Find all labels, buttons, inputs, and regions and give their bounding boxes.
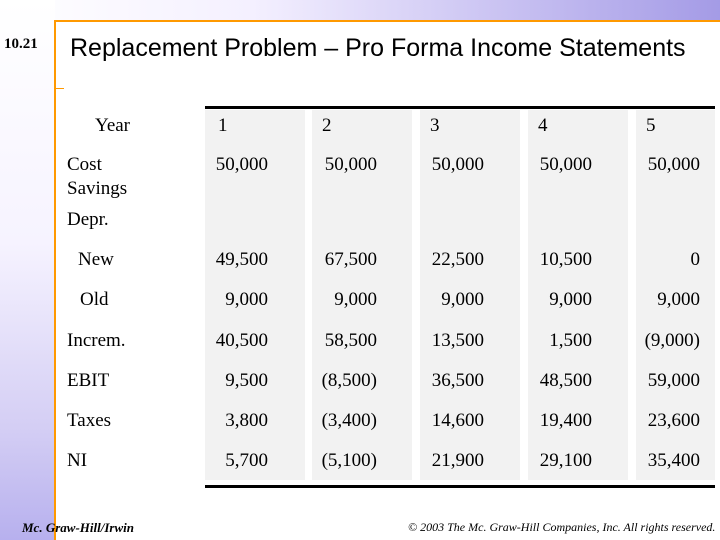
- cost-savings-y5: 50,000: [647, 154, 700, 175]
- accent-vertical-line: [54, 20, 56, 540]
- new-depr-y2: 67,500: [324, 249, 377, 270]
- row-label-old: Old: [80, 289, 109, 310]
- year-label: Year: [95, 115, 131, 136]
- ebit-y2: (8,500): [321, 370, 377, 391]
- ni-y3: 21,900: [431, 450, 484, 471]
- year-4: 4: [538, 115, 548, 136]
- accent-horizontal-line: [54, 20, 720, 22]
- cost-savings-y2: 50,000: [324, 154, 377, 175]
- old-depr-y4: 9,000: [549, 289, 592, 310]
- row-label-ebit: EBIT: [67, 370, 110, 391]
- old-depr-y1: 9,000: [225, 289, 268, 310]
- left-decor-band: [0, 0, 55, 540]
- new-depr-y3: 22,500: [431, 249, 484, 270]
- ni-y1: 5,700: [225, 450, 268, 471]
- taxes-y5: 23,600: [647, 410, 700, 431]
- old-depr-y2: 9,000: [334, 289, 377, 310]
- row-label-taxes: Taxes: [67, 410, 112, 431]
- table-bottom-rule: [205, 485, 715, 488]
- slide-number: 10.21: [4, 36, 38, 52]
- copyright-footer: © 2003 The Mc. Graw-Hill Companies, Inc. All rights reserved.: [408, 520, 716, 534]
- row-label-depr: Depr.: [67, 209, 109, 230]
- new-depr-y5: 0: [690, 249, 700, 270]
- year-5: 5: [646, 115, 656, 136]
- year-3: 3: [430, 115, 440, 136]
- ni-y2: (5,100): [321, 450, 377, 471]
- table-top-rule: [205, 106, 715, 109]
- old-depr-y5: 9,000: [657, 289, 700, 310]
- row-label-savings: Savings: [67, 178, 128, 199]
- cost-savings-y3: 50,000: [431, 154, 484, 175]
- year-1: 1: [218, 115, 228, 136]
- row-label-new: New: [78, 249, 114, 270]
- increm-depr-y2: 58,500: [324, 330, 377, 351]
- ebit-y1: 9,500: [225, 370, 268, 391]
- cost-savings-y1: 50,000: [215, 154, 268, 175]
- taxes-y1: 3,800: [225, 410, 268, 431]
- ni-y4: 29,100: [539, 450, 592, 471]
- top-decor-band: [0, 0, 720, 20]
- row-label-cost: Cost: [67, 154, 102, 175]
- year-2: 2: [322, 115, 332, 136]
- slide-title: Replacement Problem – Pro Forma Income Statements: [70, 34, 686, 62]
- taxes-y4: 19,400: [539, 410, 592, 431]
- cost-savings-y4: 50,000: [539, 154, 592, 175]
- ni-y5: 35,400: [647, 450, 700, 471]
- increm-depr-y1: 40,500: [215, 330, 268, 351]
- row-label-ni: NI: [67, 450, 88, 471]
- ebit-y3: 36,500: [431, 370, 484, 391]
- increm-depr-y5: (9,000): [644, 330, 700, 351]
- ebit-y5: 59,000: [647, 370, 700, 391]
- taxes-y3: 14,600: [431, 410, 484, 431]
- new-depr-y4: 10,500: [539, 249, 592, 270]
- increm-depr-y3: 13,500: [431, 330, 484, 351]
- row-label-increm: Increm.: [67, 330, 126, 351]
- publisher-footer: Mc. Graw-Hill/Irwin: [22, 520, 134, 535]
- old-depr-y3: 9,000: [441, 289, 484, 310]
- new-depr-y1: 49,500: [215, 249, 268, 270]
- accent-tick: [54, 88, 64, 89]
- increm-depr-y4: 1,500: [549, 330, 592, 351]
- ebit-y4: 48,500: [539, 370, 592, 391]
- taxes-y2: (3,400): [321, 410, 377, 431]
